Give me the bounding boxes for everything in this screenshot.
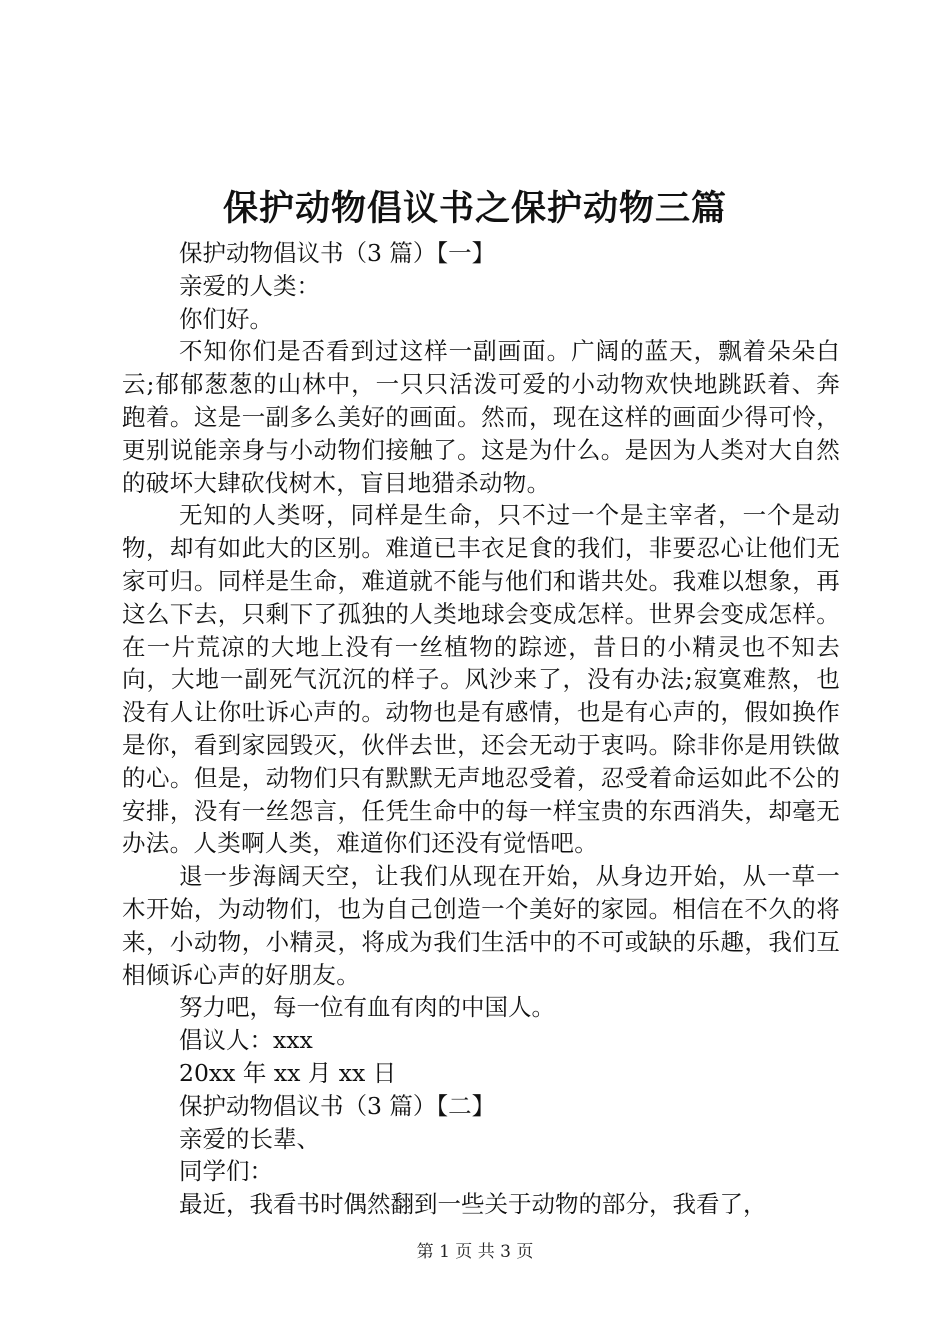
salutation-1: 亲爱的人类： [179,271,320,300]
section-heading-1: 保护动物倡议书（3 篇）【一】 [179,239,496,267]
document-title: 保护动物倡议书之保护动物三篇 [222,188,727,229]
paragraph-1: 不知你们是否看到过这样一副画面。广阔的蓝天，飘着朵朵白云;郁郁葱葱的山林中，一只只活泼可爱的小动物欢快地跳跃着、奔跑着。这是一副多么美好的画面。然而，现在这样的画面少得可怜，更别说能亲身与小动物们接触了。这是为什么。是因为人类对大自然的破坏大肆砍伐树木，盲目地猎杀动物。 [122,337,840,497]
paragraph-3: 退一步海阔天空，让我们从现在开始，从身边开始，从一草一木开始，为动物们，也为自己创造一个美好的家园。相信在不久的将来，小动物，小精灵，将成为我们生活中的不可或缺的乐趣，我们互相倾诉心声的好朋友。 [122,862,840,989]
greeting: 你们好。 [179,304,273,333]
paragraph-last: 最近，我看书时偶然翻到一些关于动物的部分，我看了， [179,1190,767,1219]
salutation-2b: 同学们： [179,1157,273,1186]
closing-line: 努力吧，每一位有血有肉的中国人。 [179,993,555,1022]
section-heading-2: 保护动物倡议书（3 篇）【二】 [179,1091,496,1120]
document-body [122,237,840,1221]
date-line: 20xx 年 xx 月 xx 日 [179,1058,397,1087]
signer-line: 倡议人：xxx [179,1026,313,1055]
paragraph-2: 无知的人类呀，同样是生命，只不过一个是主宰者，一个是动物，却有如此大的区别。难道已丰衣足食的我们，非要忍心让他们无家可归。同样是生命，难道就不能与他们和谐共处。我难以想象，再这么下去，只剩下了孤独的人类地球会变成怎样。世界会变成怎样。在一片荒凉的大地上没有一丝植物的踪迹，昔日的小精灵也不知去向，大地一副死气沉沉的样子。风沙来了，没有办法;寂寞难熬，也没有人让你吐诉心声的。动物也是有感情，也是有心声的，假如换作是你，看到家园毁灭，伙伴去世，还会无动于衷吗。除非你是用铁做的心。但是，动物们只有默默无声地忍受着，忍受着命运如此不公的安排，没有一丝怨言，任凭生命中的每一样宝贵的东西消失，却毫无办法。人类啊人类，难道你们还没有觉悟吧。 [122,501,840,858]
salutation-2a: 亲爱的长辈、 [179,1124,320,1153]
page-footer: 第 1 页 共 3 页 [416,1242,534,1262]
